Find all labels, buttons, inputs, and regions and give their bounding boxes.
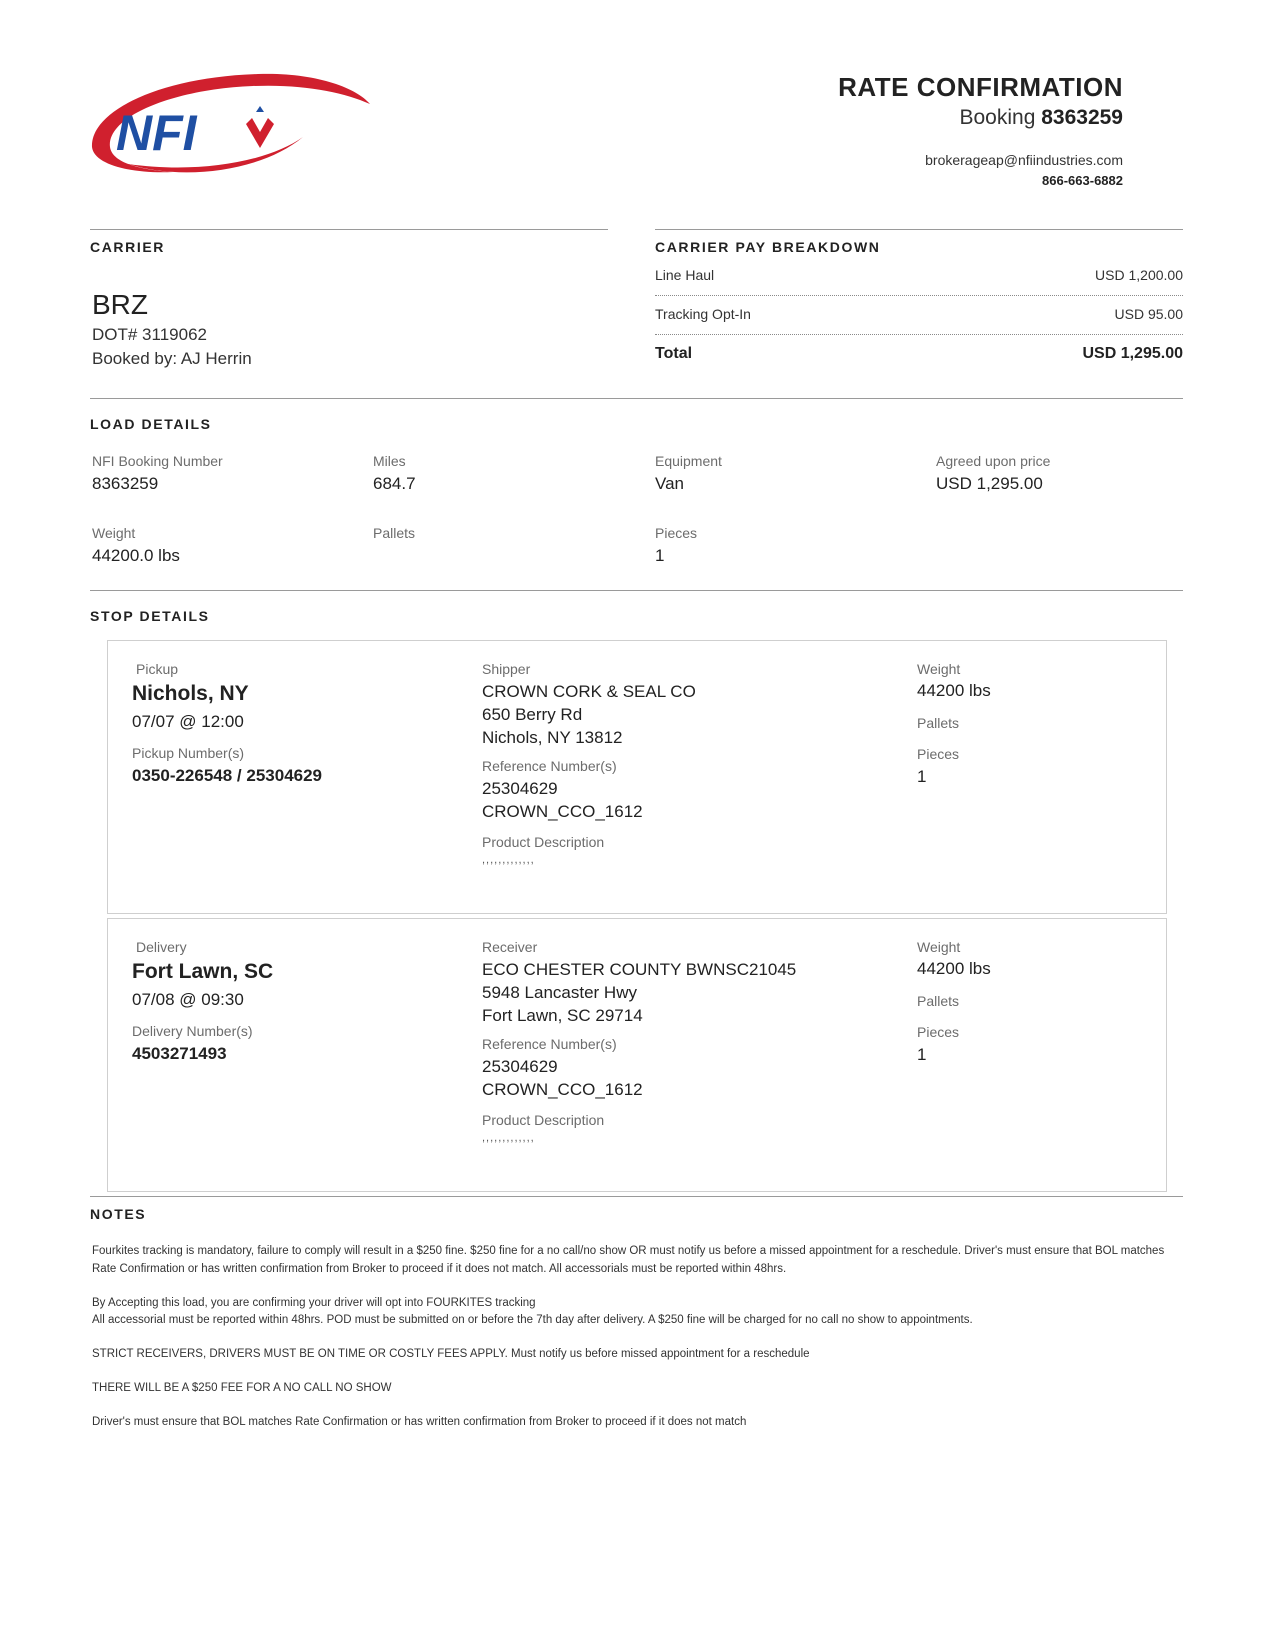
stop-city: Nichols, NY: [132, 682, 249, 705]
load-field-booking-number: [92, 453, 223, 494]
pay-section-title: CARRIER PAY BREAKDOWN: [655, 239, 881, 255]
desc-value: ,,,,,,,,,,,,,: [482, 1132, 535, 1144]
field-label: NFI Booking Number: [92, 453, 223, 469]
field-value: 44200.0 lbs: [92, 546, 180, 565]
desc-label: Product Description: [482, 1112, 605, 1128]
pay-label: Tracking Opt-In: [655, 306, 751, 322]
desc-label: Product Description: [482, 834, 605, 850]
logo-text: NFI: [116, 105, 197, 161]
stop-number: 0350-226548 / 25304629: [132, 766, 323, 785]
ref-label: Reference Number(s): [482, 1036, 617, 1052]
field-label: Pieces: [655, 525, 698, 541]
party-address2: Fort Lawn, SC 29714: [482, 1006, 643, 1025]
field-label: Agreed upon price: [936, 453, 1051, 469]
note-paragraph: Fourkites tracking is mandatory, failure to comply will result in a $250 fine. $250 fine for a no call/no show OR must notify us before a missed appointment for a reschedule. Driver's must ensure that BOL matches Rate Confirmation or has written confirmation from Broker to proceed if it does not match. All accessorials must be reported within 48hrs.: [92, 1245, 1165, 1275]
load-field-miles: [373, 453, 416, 494]
pieces-value: 1: [917, 767, 927, 786]
load-field-agreed-price: [936, 453, 1050, 494]
booking-number: 8363259: [1041, 106, 1123, 129]
nfi-logo: [88, 62, 388, 187]
desc-value: ,,,,,,,,,,,,,: [482, 854, 535, 866]
pieces-value: 1: [917, 1045, 927, 1064]
stop-city: Fort Lawn, SC: [132, 960, 274, 983]
weight-value: 44200 lbs: [917, 681, 991, 700]
pay-total-amount: USD 1,295.00: [1082, 345, 1183, 362]
weight-label: Weight: [917, 939, 961, 955]
pay-amount: USD 95.00: [1114, 306, 1183, 322]
stop-datetime: 07/07 @ 12:00: [132, 712, 244, 731]
field-value: 1: [655, 546, 665, 565]
party-address2: Nichols, NY 13812: [482, 728, 623, 747]
field-label: Weight: [92, 525, 136, 541]
ref-number: 25304629: [482, 779, 558, 798]
booking-heading: [960, 106, 1124, 130]
party-address1: 650 Berry Rd: [482, 705, 583, 724]
ref-number: CROWN_CCO_1612: [482, 1080, 643, 1099]
carrier-dot: DOT# 3119062: [92, 325, 207, 344]
ref-block: [482, 1055, 643, 1101]
stop-card-delivery: [107, 918, 1167, 1192]
stop-type-label: Delivery: [136, 939, 187, 955]
notes-rule: [90, 1196, 1183, 1197]
note-paragraph: By Accepting this load, you are confirming your driver will opt into FOURKITES tracking: [92, 1297, 536, 1309]
load-field-equipment: [655, 453, 722, 494]
field-value: 684.7: [373, 474, 416, 493]
pay-amount: USD 1,200.00: [1095, 267, 1183, 283]
note-paragraph: All accessorial must be reported within 48hrs. POD must be submitted on or before the 7th day after delivery. A $250 fine will be charged for no call no show to appointments.: [92, 1314, 973, 1326]
notes-section-title: NOTES: [90, 1206, 147, 1222]
party-address1: 5948 Lancaster Hwy: [482, 983, 637, 1002]
carrier-name: BRZ: [92, 289, 148, 320]
party-label: Receiver: [482, 939, 538, 955]
weight-value: 44200 lbs: [917, 959, 991, 978]
party-label: Shipper: [482, 661, 531, 677]
field-label: Pallets: [373, 525, 416, 541]
stop-card-pickup: [107, 640, 1167, 914]
load-field-pieces: [655, 525, 697, 566]
pay-row-total: [655, 335, 1183, 373]
pay-label: Line Haul: [655, 267, 715, 283]
ref-number: CROWN_CCO_1612: [482, 802, 643, 821]
carrier-section-title: CARRIER: [90, 239, 165, 255]
pallets-label: Pallets: [917, 715, 960, 731]
pay-rule: [655, 229, 1183, 230]
pay-total-label: Total: [655, 345, 693, 362]
pieces-label: Pieces: [917, 1024, 960, 1040]
carrier-rule: [90, 229, 608, 230]
document-title: RATE CONFIRMATION: [838, 72, 1123, 102]
weight-label: Weight: [917, 661, 961, 677]
stops-rule: [90, 590, 1183, 591]
party-block: [482, 680, 696, 749]
party-name: CROWN CORK & SEAL CO: [482, 682, 696, 701]
note-paragraph: Driver's must ensure that BOL matches Rate Confirmation or has written confirmation from Broker to proceed if it does not match: [92, 1416, 747, 1428]
ref-block: [482, 777, 643, 823]
load-rule: [90, 398, 1183, 399]
contact-email[interactable]: brokerageap@nfiindustries.com: [925, 152, 1123, 168]
load-field-pallets: [373, 525, 415, 546]
field-value: 8363259: [92, 474, 159, 493]
booking-label: Booking: [959, 106, 1036, 129]
pallets-label: Pallets: [917, 993, 960, 1009]
stop-datetime: 07/08 @ 09:30: [132, 990, 244, 1009]
stop-number-label: Pickup Number(s): [132, 745, 245, 761]
stops-section-title: STOP DETAILS: [90, 608, 210, 624]
note-paragraph: STRICT RECEIVERS, DRIVERS MUST BE ON TIME OR COSTLY FEES APPLY. Must notify us before missed appointment for a reschedule: [92, 1348, 810, 1360]
field-value: Van: [655, 474, 684, 493]
field-label: Equipment: [655, 453, 722, 469]
field-value: USD 1,295.00: [936, 474, 1043, 493]
load-section-title: LOAD DETAILS: [90, 416, 212, 432]
party-block: [482, 958, 796, 1027]
pay-row-line-haul: [655, 257, 1183, 296]
stop-number-label: Delivery Number(s): [132, 1023, 253, 1039]
pieces-label: Pieces: [917, 746, 960, 762]
field-label: Miles: [373, 453, 406, 469]
contact-phone[interactable]: 866-663-6882: [1042, 173, 1123, 188]
stop-type-label: Pickup: [136, 661, 179, 677]
stop-number: 4503271493: [132, 1044, 227, 1063]
pay-row-tracking: [655, 296, 1183, 335]
ref-number: 25304629: [482, 1057, 558, 1076]
party-name: ECO CHESTER COUNTY BWNSC21045: [482, 960, 797, 979]
ref-label: Reference Number(s): [482, 758, 617, 774]
note-paragraph: THERE WILL BE A $250 FEE FOR A NO CALL NO SHOW: [92, 1382, 392, 1394]
load-field-weight: [92, 525, 180, 566]
carrier-booked-by: Booked by: AJ Herrin: [92, 349, 252, 368]
